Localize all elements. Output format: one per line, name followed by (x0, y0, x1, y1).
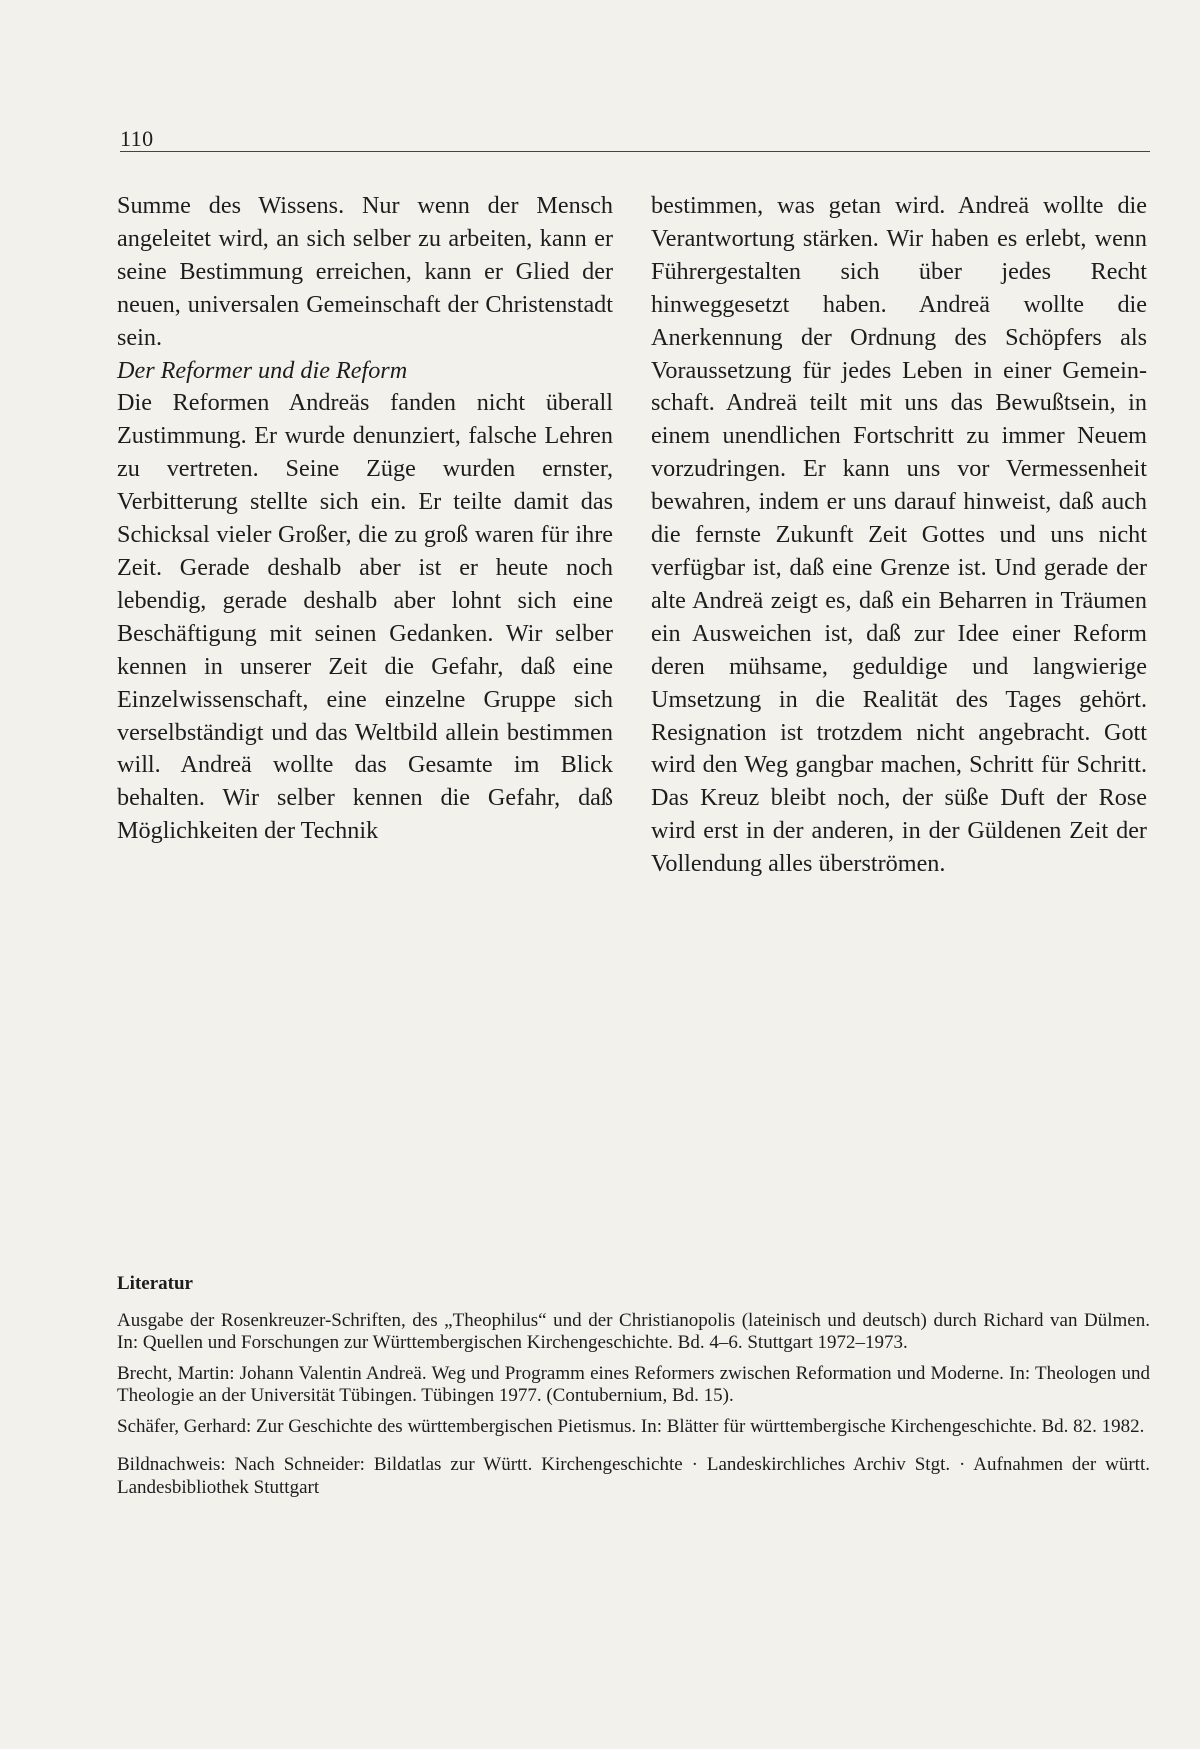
left-paragraph-reform: Die Reformen Andreäs fanden nicht überall Zustimmung. Er wurde denunziert, falsche Lehren zu vertreten. Seine Züge wurden ernster, Verbitterung stellte sich ein. Er teilte damit das Schicksal vieler Großer, die zu groß waren für ihre Zeit. Gerade deshalb aber ist er heute noch lebendig, gerade deshalb aber lohnt sich eine Beschäftigung mit seinen Gedanken. Wir selber kennen in unserer Zeit die Gefahr, daß eine Einzelwissenschaft, eine einzelne Gruppe sich verselbständigt und das Weltbild allein bestimmen will. Andreä wollte das Gesamte im Blick behalten. Wir selber kennen die Gefahr, daß Möglichkeiten der Technik (117, 389, 613, 845)
literature-section (117, 1273, 1150, 1518)
literature-entry: Brecht, Martin: Johann Valentin Andreä. Weg und Programm eines Reformers zwischen Reformation und Moderne. In: Theologen und Theologie an der Universität Tübingen. Tübingen 1977. (Contubernium, Bd. 15). (117, 1362, 1150, 1406)
literature-entry: Schäfer, Gerhard: Zur Geschichte des württembergischen Pietismus. In: Blätter für württembergische Kirchengeschichte. Bd. 82. 1982. (117, 1415, 1145, 1437)
image-credits: Bildnachweis: Nach Schneider: Bildatlas zur Württ. Kirchengeschichte · Landeskirchliches Archiv Stgt. · Aufnahmen der württ. Landesbibliothek Stuttgart (117, 1454, 1150, 1498)
literature-heading: Literatur (117, 1273, 193, 1294)
literature-entry: Ausgabe der Rosenkreuzer-Schriften, des „Theophilus“ und der Christianopolis (lateinisch und deutsch) durch Richard van Dülmen. In: Quellen und Forschungen zur Württembergischen Kirchengeschichte. Bd. 4–6. Stuttgart 1972–1973. (117, 1309, 1150, 1353)
left-column (117, 190, 613, 848)
left-paragraph-intro: Summe des Wissens. Nur wenn der Mensch angeleitet wird, an sich selber zu arbeiten, kann er seine Bestimmung erreichen, kann er Glied der neuen, universalen Gemeinschaft der Christenstadt sein. (117, 192, 613, 351)
section-heading: Der Reformer und die Reform (117, 356, 408, 384)
header-rule (120, 151, 1150, 152)
right-paragraph: bestimmen, was getan wird. Andreä wollte die Verantwortung stärken. Wir haben es erlebt, wenn Führergestalten sich über jedes Recht hinweggesetzt haben. Andreä wollte die Anerkennung der Ordnung des Schöpfers als Voraussetzung für jedes Leben in einer Gemeinschaft. Andreä teilt mit uns das Bewußtsein, in einem unendlichen Fortschritt zu immer Neuem vorzudringen. Er kann uns vor Vermessenheit bewahren, indem er uns darauf hinweist, daß auch die fernste Zukunft Zeit Gottes und uns nicht verfügbar ist, daß eine Grenze ist. Und gerade der alte Andreä zeigt es, daß ein Beharren in Träumen ein Ausweichen ist, daß zur Idee einer Reform deren mühsame, geduldige und langwierige Umsetzung in die Realität des Tages gehört. Resignation ist trotzdem nicht angebracht. Gott wird den Weg gangbar machen, Schritt für Schritt. Das Kreuz bleibt noch, der süße Duft der Rose wird erst in der anderen, in der Güldenen Zeit der Vollendung alles überströmen. (651, 192, 1147, 878)
right-column (651, 190, 1147, 881)
page-number: 110 (120, 126, 154, 151)
